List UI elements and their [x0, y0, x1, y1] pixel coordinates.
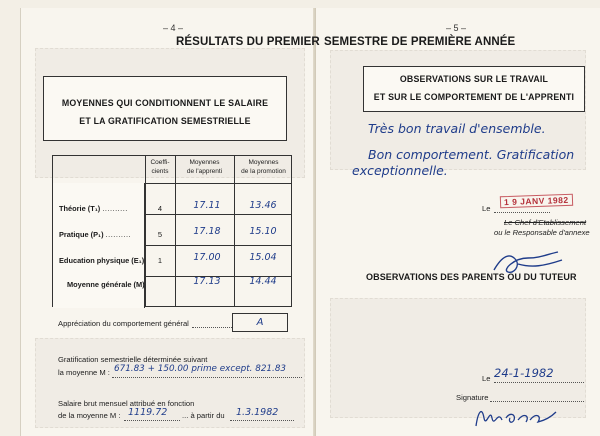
appreciation-label: Appréciation du comportement général: [58, 319, 189, 328]
parents-observations-header: OBSERVATIONS DES PARENTS OU DU TUTEUR: [366, 272, 577, 282]
gratification-prefix: la moyenne M :: [58, 368, 110, 377]
grades-table: [52, 155, 292, 307]
signatory-line-2: ou le Responsable d'annexe: [494, 228, 590, 237]
date-stamp: 1 9 JANV 1982: [500, 194, 573, 209]
score-apprenti-education-physique: 17.00: [193, 252, 221, 263]
gratification-value: 671.83 + 150.00 prime except. 821.83: [114, 364, 287, 374]
coef-education-physique: 1: [157, 256, 163, 265]
date2-value: 24-1-1982: [494, 366, 554, 380]
column-header-promotion: Moyennes de la promotion: [241, 159, 286, 175]
score-apprenti-theorie: 17.11: [193, 200, 221, 211]
column-header-coefficients: Coeffi- cients: [150, 159, 170, 175]
box-title-line2: ET LA GRATIFICATION SEMESTRIELLE: [79, 116, 251, 126]
gratification-label: Gratification semestrielle déterminée suivant: [58, 355, 208, 364]
date2-label: Le: [482, 374, 491, 383]
page-header-right: SEMESTRE DE PREMIÈRE ANNÉE: [324, 36, 516, 48]
appreciation-value-box: A: [232, 313, 288, 332]
salaire-date-value: 1.3.1982: [236, 407, 279, 418]
coef-theorie: 4: [157, 204, 163, 213]
column-header-apprenti: Moyennes de l'apprenti: [186, 159, 223, 175]
salary-conditions-box: [43, 76, 287, 141]
salaire-value: 1119.72: [128, 407, 168, 418]
row-label-pratique: Pratique (P₁) ..........: [59, 230, 132, 239]
signature-label: Signature: [456, 393, 489, 402]
score-apprenti-pratique: 17.18: [193, 226, 221, 237]
salaire-label: Salaire brut mensuel attribué en fonction: [58, 399, 195, 408]
observation-line-3: exceptionnelle.: [352, 163, 448, 178]
salaire-prefix: de la moyenne M :: [58, 411, 121, 420]
score-apprenti-moyenne-generale: 17.13: [193, 276, 221, 287]
observation-line-1: Très bon travail d'ensemble.: [368, 121, 546, 136]
page-header-left: RÉSULTATS DU PREMIER: [176, 36, 320, 48]
parent-signature: [470, 398, 560, 434]
score-promotion-theorie: 13.46: [249, 200, 277, 211]
coef-pratique: 5: [157, 230, 163, 239]
salaire-date-label: ... à partir du: [182, 411, 225, 420]
observation-line-2: Bon comportement. Gratification: [368, 147, 575, 162]
observations-title-line2: ET SUR LE COMPORTEMENT DE L'APPRENTI: [373, 92, 575, 102]
score-promotion-pratique: 15.10: [249, 226, 277, 237]
signatory-line-1: Le Chef d'Etablissement: [504, 218, 587, 227]
row-label-education-physique: Education physique (E₁): [59, 256, 145, 265]
score-promotion-moyenne-generale: 14.44: [249, 276, 277, 287]
observations-title-box: [363, 66, 585, 112]
row-label-theorie: Théorie (T₁) ..........: [59, 204, 128, 213]
score-promotion-education-physique: 15.04: [249, 252, 277, 263]
page-number-right: – 5 –: [446, 23, 467, 33]
observations-title-line1: OBSERVATIONS SUR LE TRAVAIL: [399, 74, 549, 84]
table-label-column: [53, 183, 145, 308]
box-title-line1: MOYENNES QUI CONDITIONNENT LE SALAIRE: [61, 98, 269, 108]
page-number-left: – 4 –: [163, 23, 184, 33]
row-label-moyenne-generale: Moyenne générale (M): [67, 280, 145, 289]
date-label: Le: [482, 204, 491, 213]
